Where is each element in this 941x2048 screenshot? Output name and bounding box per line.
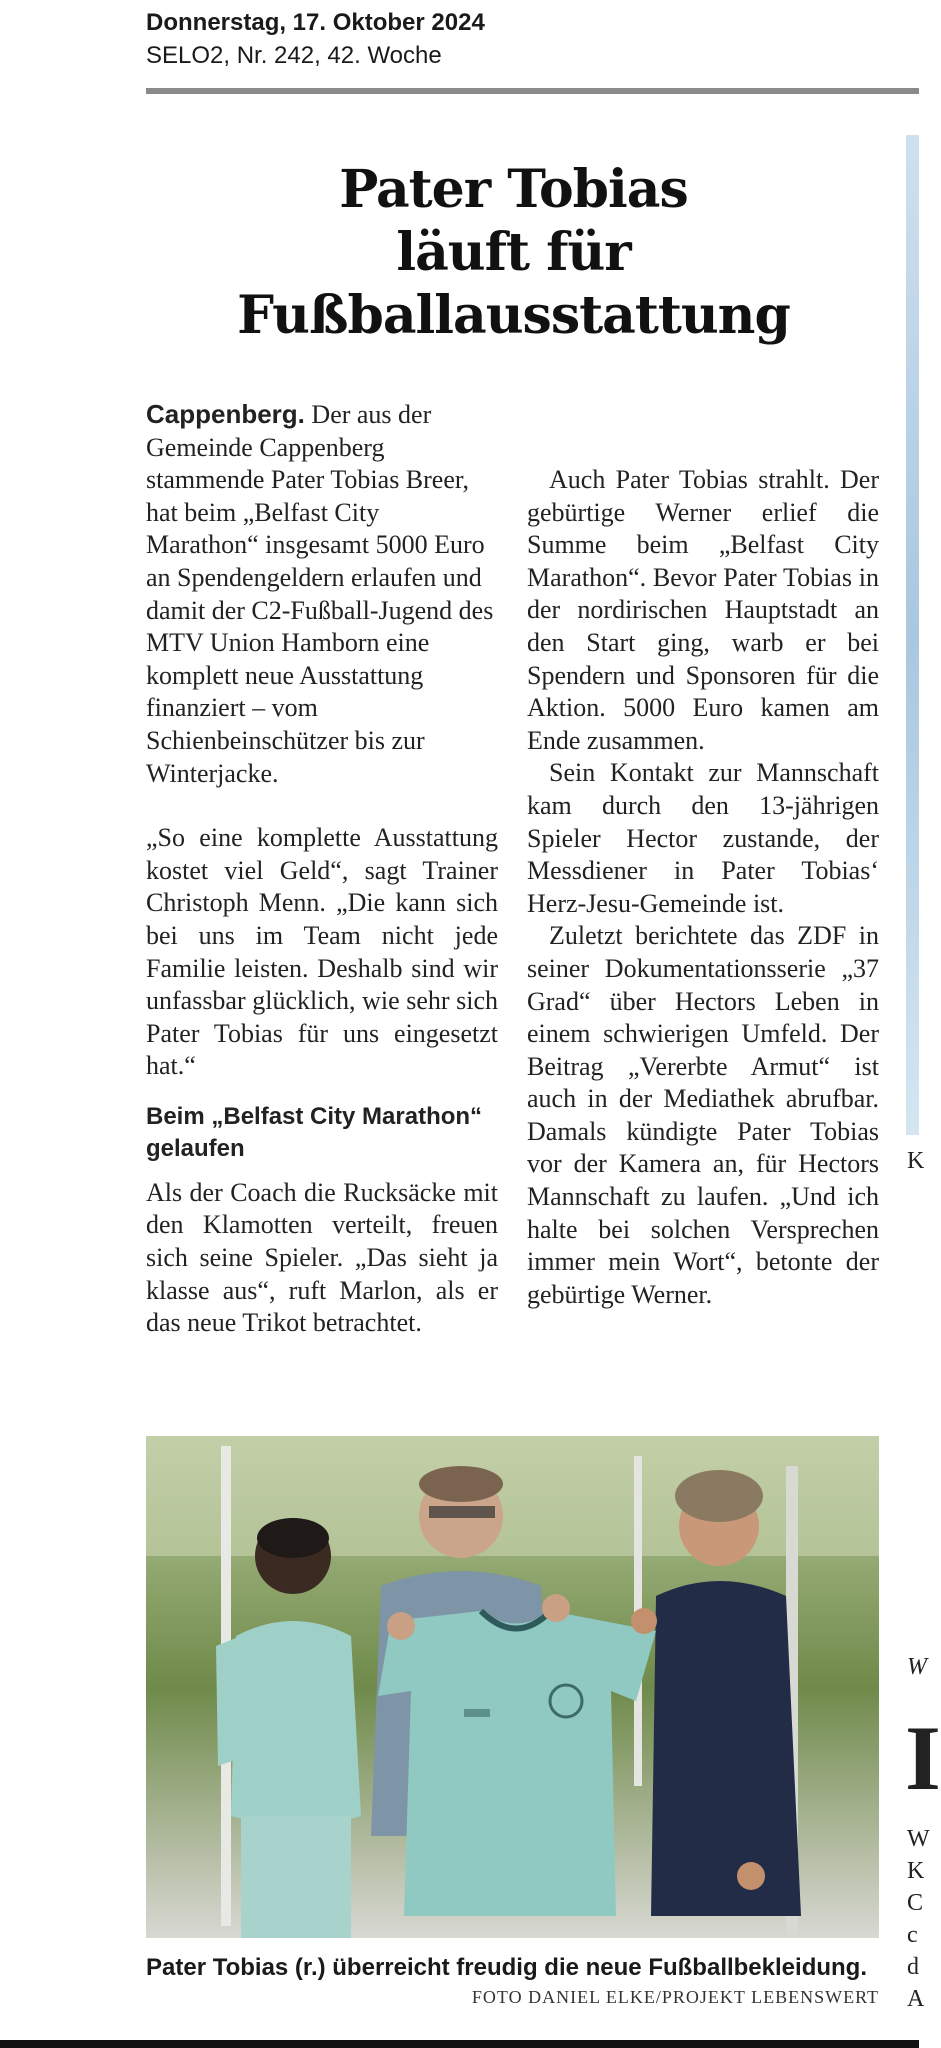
neighbor-text-fragment: d bbox=[907, 1954, 919, 1980]
headline-line: Fußballausstattung bbox=[237, 285, 790, 346]
lead-text: Der aus der Gemeinde Cappenberg stammende Pater Tobias Breer, hat beim „Belfast City Marathon“ insgesamt 5000 Euro an Spendengeldern erlaufen und damit der C2-Fußball-Jugend des MTV Union Hamborn eine komplett neue Ausstattung finanziert – vom Schienbeinschützer bis zur Winterjacke. bbox=[146, 400, 494, 788]
issue-number: SELO2, Nr. 242, 42. Woche bbox=[146, 42, 442, 69]
neighbor-text-fragment: K bbox=[907, 1858, 925, 1884]
photo-caption: Pater Tobias (r.) überreicht freudig die neue Fußballbekleidung. bbox=[146, 1954, 867, 1981]
article-photo bbox=[146, 1436, 879, 1938]
lead-paragraph bbox=[146, 398, 498, 790]
neighbor-initial-fragment: I bbox=[905, 1707, 941, 1809]
headline-line: Pater Tobias bbox=[339, 159, 688, 220]
neighbor-text-fragment: K bbox=[907, 1148, 925, 1174]
headline-line: läuft für bbox=[396, 222, 631, 283]
article-headline bbox=[146, 158, 881, 347]
bottom-bar bbox=[0, 2040, 919, 2048]
dateline: Cappenberg. bbox=[146, 399, 305, 429]
page-header bbox=[146, 6, 485, 72]
subheading: Beim „Belfast City Marathon“ gelaufen bbox=[146, 1102, 483, 1162]
body-paragraph: „So eine komplette Ausstattung kostet viel Geld“, sagt Trainer Christoph Menn. „Die kann sich bei uns im Team nicht jede Familie leisten. Deshalb sind wir unfassbar glücklich, wie sehr sich Pater Tobias für uns eingesetzt hat.“ bbox=[146, 823, 498, 1081]
photo-credit: FOTO DANIEL ELKE/PROJEKT LEBENSWERT bbox=[471, 1987, 879, 2007]
body-paragraph: Sein Kontakt zur Mannschaft kam durch den 13-jährigen Spieler Hector zustande, der Messdiener in Pater Tobias‘ Herz-Jesu-Gemeinde ist. bbox=[527, 758, 879, 918]
neighbor-text-fragment: C bbox=[907, 1890, 924, 1916]
issue-date: Donnerstag, 17. Oktober 2024 bbox=[146, 9, 485, 36]
body-paragraph: Als der Coach die Rucksäcke mit den Klamotten verteilt, freuen sich seine Spieler. „Das sieht ja klasse aus“, ruft Marlon, als er das neue Trikot betrachtet. bbox=[146, 1177, 498, 1338]
header-rule bbox=[146, 88, 919, 94]
article-column-right bbox=[527, 398, 879, 1311]
neighbor-photo-edge bbox=[906, 135, 919, 1135]
neighbor-text-fragment: A bbox=[907, 1986, 925, 2012]
article-column-left bbox=[146, 398, 498, 1340]
photo-illustration bbox=[146, 1436, 879, 1938]
neighbor-text-fragment: W bbox=[907, 1826, 930, 1852]
neighbor-text-fragment: c bbox=[907, 1922, 918, 1948]
body-paragraph: Zuletzt berichtete das ZDF in seiner Dokumentationsserie „37 Grad“ über Hectors Leben in einem schwierigen Umfeld. Der Beitrag „Vererbte Armut“ ist auch in der Mediathek abrufbar. Damals kündigte Pater Tobias vor der Kamera an, für Hectors Mannschaft zu laufen. „Und ich halte bei solchen Versprechen immer mein Wort“, betonte der gebürtige Werner. bbox=[527, 921, 879, 1309]
body-paragraph: Auch Pater Tobias strahlt. Der gebürtige Werner erlief die Summe beim „Belfast City Marathon“. Bevor Pater Tobias in der nordirischen Hauptstadt an den Start ging, warb er bei Spendern und Sponsoren für die Aktion. 5000 Euro kamen am Ende zusammen. bbox=[527, 465, 879, 755]
neighbor-text-fragment: W bbox=[907, 1654, 927, 1680]
